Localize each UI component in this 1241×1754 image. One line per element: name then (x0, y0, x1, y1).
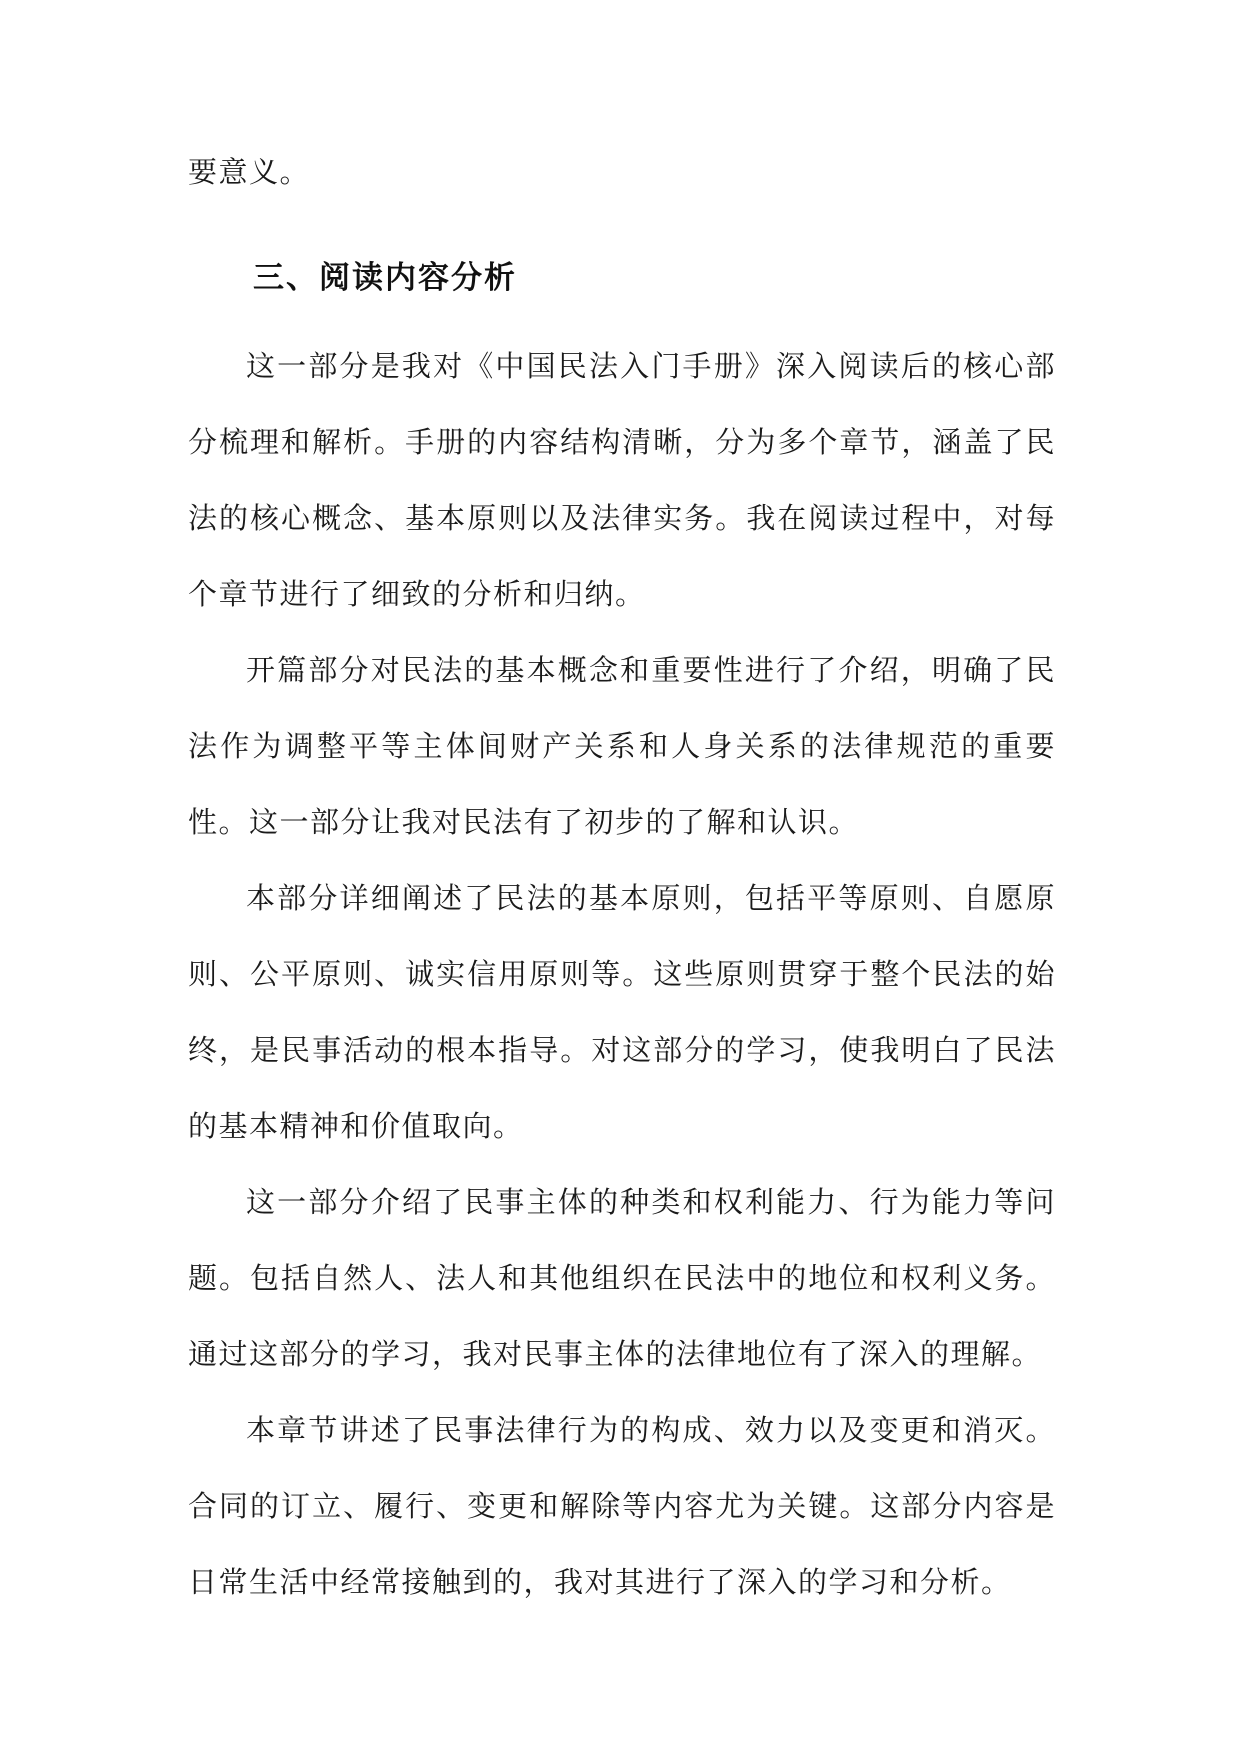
paragraph: 这一部分是我对《中国民法入门手册》深入阅读后的核心部分梳理和解析。手册的内容结构清晰，分为多个章节，涵盖了民法的核心概念、基本原则以及法律实务。我在阅读过程中，对每个章节进行了细致的分析和归纳。 (188, 349, 1056, 611)
continuation-text: 要意义。 (188, 155, 311, 189)
paragraph: 本部分详细阐述了民法的基本原则，包括平等原则、自愿原则、公平原则、诚实信用原则等。这些原则贯穿于整个民法的始终，是民事活动的根本指导。对这部分的学习，使我明白了民法的基本精神和价值取向。 (188, 881, 1056, 1143)
section-heading: 三、阅读内容分析 (253, 260, 517, 296)
body-text (188, 328, 1056, 1620)
paragraph: 本章节讲述了民事法律行为的构成、效力以及变更和消灭。合同的订立、履行、变更和解除等内容尤为关键。这部分内容是日常生活中经常接触到的，我对其进行了深入的学习和分析。 (188, 1413, 1056, 1599)
paragraph: 开篇部分对民法的基本概念和重要性进行了介绍，明确了民法作为调整平等主体间财产关系和人身关系的法律规范的重要性。这一部分让我对民法有了初步的了解和认识。 (188, 653, 1056, 839)
paragraph: 这一部分介绍了民事主体的种类和权利能力、行为能力等问题。包括自然人、法人和其他组织在民法中的地位和权利义务。通过这部分的学习，我对民事主体的法律地位有了深入的理解。 (188, 1185, 1056, 1371)
